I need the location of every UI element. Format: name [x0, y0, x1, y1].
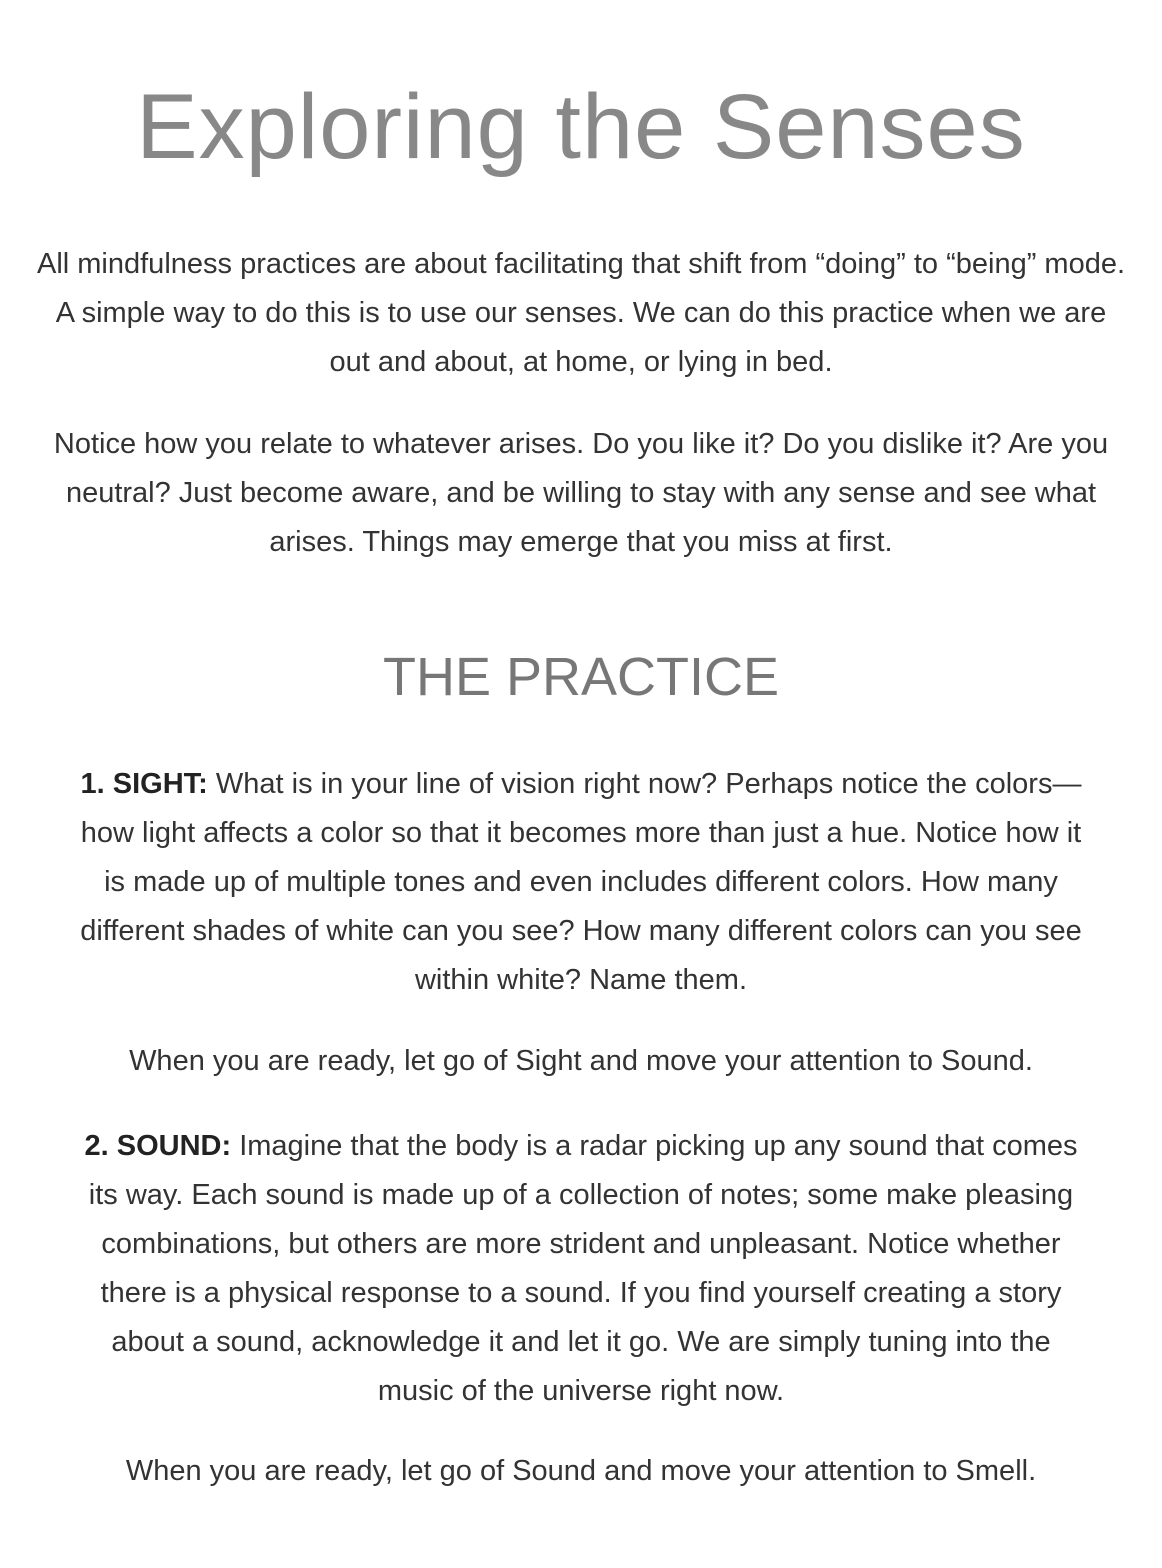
step-sight	[70, 760, 1092, 1005]
step-sound	[70, 1122, 1092, 1416]
step-sound-label: 2. SOUND:	[84, 1130, 232, 1162]
intro-paragraph-1: All mindfulness practices are about facilitating that shift from “doing” to “being” mode. A simple way to do this is to use our senses. We can do this practice when we are out and about, at home, or lying in bed.	[36, 248, 1126, 378]
intro-paragraph-2: Notice how you relate to whatever arises. Do you like it? Do you dislike it? Are you neutral? Just become aware, and be willing to stay with any sense and see what arises. Things may emerge that you miss at first.	[53, 428, 1109, 558]
step-sight-text: What is in your line of vision right now? Perhaps notice the colors—how light affects a color so that it becomes more than just a hue. Notice how it is made up of multiple tones and even includes different colors. How many different shades of white can you see? How many different colors can you see within white? Name them.	[80, 768, 1082, 996]
step-sight-transition: When you are ready, let go of Sight and move your attention to Sound.	[129, 1045, 1033, 1077]
page-title: Exploring the Senses	[136, 76, 1026, 178]
step-sound-text: Imagine that the body is a radar picking up any sound that comes its way. Each sound is made up of a collection of notes; some make pleasing combinations, but others are more strident and unpleasant. Notice whether there is a physical response to a sound. If you find yourself creating a story about a sound, acknowledge it and let it go. We are simply tuning into the music of the universe right now.	[88, 1130, 1078, 1407]
step-sight-label: 1. SIGHT:	[80, 768, 208, 800]
practice-heading: THE PRACTICE	[382, 647, 780, 707]
step-sound-transition: When you are ready, let go of Sound and move your attention to Smell.	[125, 1455, 1037, 1487]
